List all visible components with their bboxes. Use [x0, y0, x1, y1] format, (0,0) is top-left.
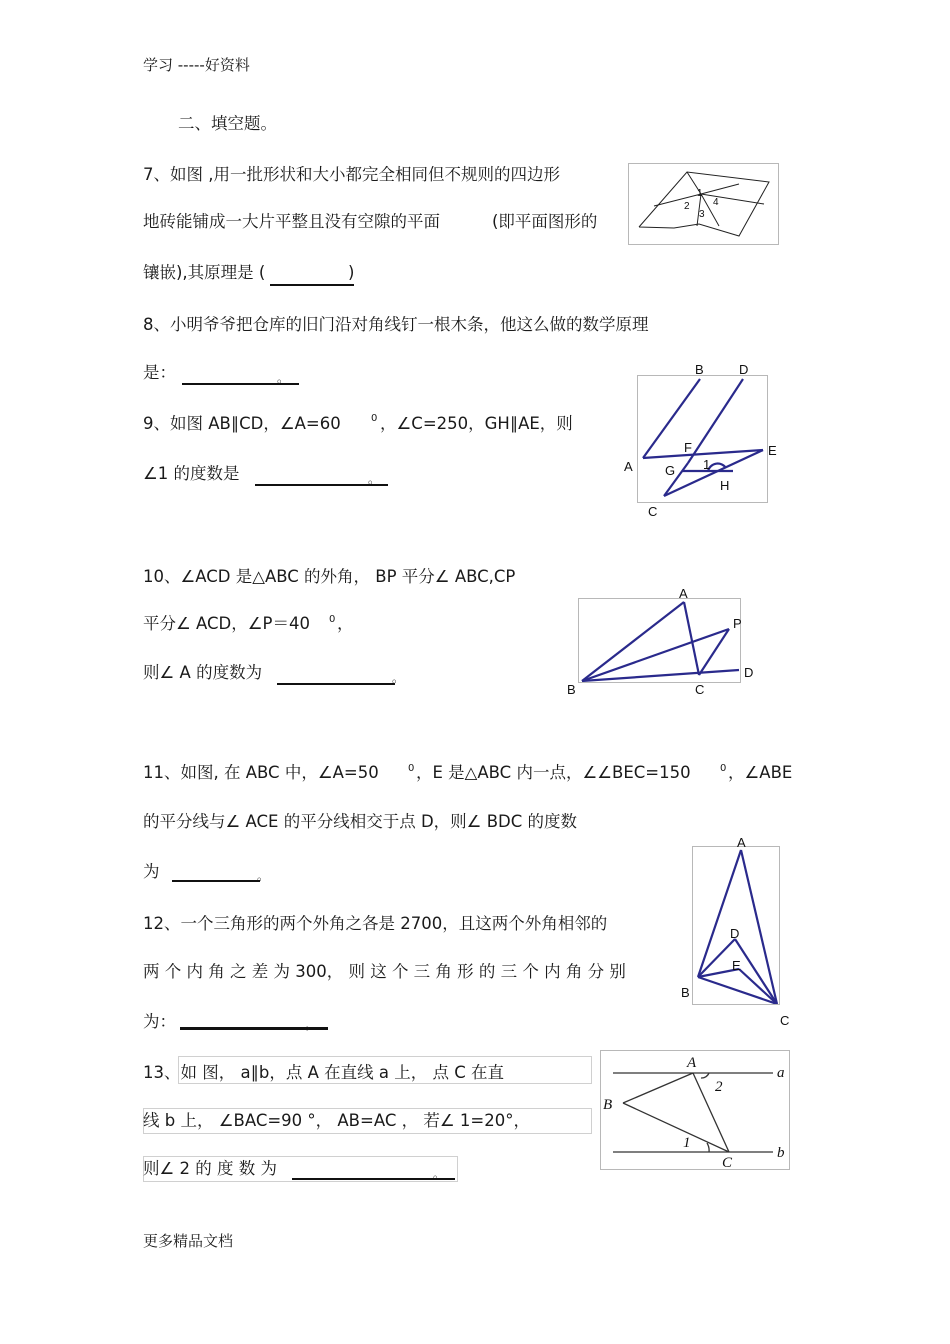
q7-answer-blank[interactable] [270, 284, 354, 286]
q12-line2: 两 个 内 角 之 差 为 300， 则 这 个 三 角 形 的 三 个 内 角 分 别 [143, 962, 626, 981]
q11-line3: 为 [143, 862, 160, 881]
q10-line2b: ， [337, 614, 354, 633]
q12-line3: 为： [143, 1012, 176, 1031]
q9-label-1: 1 [703, 457, 711, 472]
q13-line1: 13、如 图， a∥b，点 A 在直线 a 上， 点 C 在直 [143, 1063, 504, 1082]
page-header: 学习 -----好资料 [143, 56, 250, 74]
q10-label-C: C [695, 682, 705, 697]
q9-label-D: D [739, 362, 749, 377]
section-title: 二、填空题。 [178, 114, 277, 133]
q13-line2: 线 b 上， ∠BAC=90 °， AB=AC ， 若∠ 1=20°， [143, 1111, 530, 1130]
q13-answer-blank[interactable] [292, 1178, 455, 1180]
q11-label-A: A [737, 835, 746, 850]
q12-line1: 12、一个三角形的两个外角之各是 2700，且这两个外角相邻的 [143, 914, 608, 933]
q7-fig-label-2: 2 [684, 201, 690, 212]
q12-dot: 。 [305, 1018, 318, 1032]
q11-line1-sup2: 0 [720, 763, 727, 774]
q7-line2: 地砖能铺成一大片平整且没有空隙的平面 [143, 212, 440, 231]
q7-fig-label-1: 1 [697, 188, 703, 199]
q11-line1c: ，∠ABE [728, 763, 793, 782]
q10-label-B: B [567, 682, 576, 697]
q9-label-E: E [768, 443, 777, 458]
q13-label-C: C [722, 1155, 733, 1169]
q7-line1: 7、如图 ,用一批形状和大小都完全相同但不规则的四边形 [143, 165, 560, 184]
q7-fig-label-3: 3 [699, 209, 705, 220]
q10-line3: 则∠ A 的度数为 [143, 663, 263, 682]
q9-label-B: B [695, 362, 704, 377]
q9-line1-sup: 0 [371, 413, 378, 424]
q11-answer-blank[interactable] [172, 880, 260, 882]
q10-label-D: D [744, 665, 754, 680]
q9-dot: 。 [368, 472, 381, 486]
page-footer: 更多精品文档 [143, 1232, 234, 1250]
q11-dot: 。 [257, 869, 270, 883]
q11-line2: 的平分线与∠ ACE 的平分线相交于点 D，则∠ BDC 的度数 [143, 812, 578, 831]
q11-label-B: B [681, 985, 690, 1000]
q10-answer-blank[interactable] [277, 683, 395, 685]
q9-line1b: ，∠C=250，GH∥AE，则 [380, 414, 573, 433]
q13-label-B: B [603, 1097, 613, 1113]
q11-line1b: ，E 是△ABC 内一点，∠∠BEC=150 [416, 763, 691, 782]
q11-label-C: C [780, 1013, 790, 1028]
q7-figure [628, 163, 779, 245]
q10-dot: 。 [392, 671, 405, 685]
q7-fig-label-4: 4 [713, 197, 719, 208]
q13-label-b: b [777, 1145, 785, 1161]
q13-label-A: A [687, 1055, 697, 1071]
q10-line2: 平分∠ ACD，∠P＝40 [143, 614, 310, 633]
q10-label-A: A [679, 586, 688, 601]
q13-line3: 则∠ 2 的 度 数 为 [143, 1159, 278, 1178]
q11-line1: 11、如图, 在 ABC 中，∠A=50 [143, 763, 379, 782]
q13-label-a: a [777, 1065, 785, 1081]
q9-label-H: H [720, 478, 730, 493]
q7-line3-close: ) [348, 263, 355, 282]
q11-label-E: E [732, 958, 741, 973]
q9-label-G: G [665, 463, 676, 478]
q13-label-1: 1 [683, 1135, 691, 1151]
q9-label-F: F [684, 440, 692, 455]
q10-label-P: P [733, 616, 742, 631]
q7-line2b: (即平面图形的 [492, 212, 598, 231]
q10-line1: 10、∠ACD 是△ABC 的外角， BP 平分∠ ABC,CP [143, 567, 516, 586]
q9-figure-labels [615, 358, 795, 523]
q11-figure-labels [670, 830, 800, 1030]
q9-label-A: A [624, 459, 633, 474]
q7-line3: 镶嵌),其原理是 ( [143, 263, 266, 282]
q8-line1: 8、小明爷爷把仓库的旧门沿对角线钉一根木条，他这么做的数学原理 [143, 315, 649, 334]
q9-line2: ∠1 的度数是 [143, 464, 240, 483]
q13-figure [600, 1050, 790, 1170]
q8-dot: 。 [277, 371, 290, 385]
q11-label-D: D [730, 926, 740, 941]
q11-line1-sup1: 0 [408, 763, 415, 774]
q9-label-C: C [648, 504, 658, 519]
q10-line2-sup: 0 [329, 614, 336, 625]
q8-line2: 是： [143, 363, 176, 382]
q9-line1: 9、如图 AB∥CD，∠A=60 [143, 414, 341, 433]
q13-dot: 。 [433, 1167, 446, 1181]
q10-figure-labels [560, 582, 770, 702]
q13-label-2: 2 [715, 1079, 723, 1095]
